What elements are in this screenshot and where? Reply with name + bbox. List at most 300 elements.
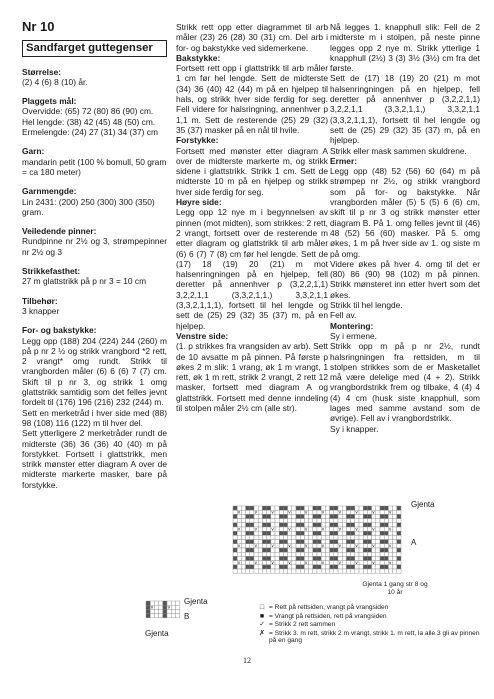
chart-cell bbox=[279, 565, 283, 569]
chart-cell bbox=[250, 506, 254, 510]
chart-cell bbox=[246, 552, 250, 556]
chart-cell bbox=[338, 535, 342, 539]
chart-cell bbox=[283, 527, 287, 531]
column-3 bbox=[330, 22, 480, 434]
chart-cell bbox=[241, 523, 245, 527]
chart-cell bbox=[262, 548, 266, 552]
section-heading: For- og bakstykke: bbox=[22, 325, 97, 336]
chart-cell bbox=[334, 519, 338, 523]
chart-cell bbox=[241, 514, 245, 518]
chart-cell bbox=[330, 556, 334, 560]
chart-cell bbox=[334, 556, 338, 560]
chart-cell bbox=[351, 531, 355, 535]
chart-cell bbox=[376, 527, 380, 531]
chart-cell bbox=[159, 601, 163, 605]
chart-cell bbox=[275, 510, 279, 514]
page-number: 12 bbox=[243, 656, 251, 665]
chart-b-grid bbox=[146, 601, 180, 618]
body-text: Legg opp 12 nye m i begynnelsen av pinnen (mot midten), som strikkes: 2 rett, 2 vrangt, fortsett over de resterende m etter diagram og glattstrikk til arb måler (6) 6 (7) 7 (8) cm før hel lengde. Sett de (17) 18 (19) 20 (21) m mot halsenringningen på en hjelpep, fell deretter på annenhver p (3,2,2,1,1) 3,2,2,1,1 (3,3,2,1,1,) 3,3,2,1,1 (3,3,2,1,1,1), fortsett til hel lengde og sett de (25) 29 (32) 35 (37) m, på en hjelpep. bbox=[176, 207, 328, 331]
chart-cell-symbol: v bbox=[372, 560, 375, 565]
section-heading: Tilbehør: bbox=[22, 295, 58, 306]
chart-cell bbox=[267, 540, 271, 544]
chart-cell bbox=[250, 561, 254, 565]
chart-cell bbox=[171, 609, 175, 613]
knitting-chart-a bbox=[232, 505, 406, 577]
chart-cell bbox=[267, 527, 271, 531]
chart-cell bbox=[237, 514, 241, 518]
chart-cell bbox=[351, 523, 355, 527]
chart-cell bbox=[146, 614, 150, 618]
legend-row bbox=[255, 613, 485, 621]
chart-cell bbox=[334, 527, 338, 531]
chart-cell bbox=[246, 527, 250, 531]
chart-cell bbox=[317, 552, 321, 556]
chart-cell bbox=[241, 540, 245, 544]
chart-cell bbox=[309, 531, 313, 535]
chart-cell-symbol: v bbox=[237, 560, 241, 565]
chart-cell bbox=[246, 544, 250, 548]
chart-cell bbox=[258, 548, 262, 552]
chart-cell bbox=[271, 519, 275, 523]
chart-cell bbox=[380, 556, 384, 560]
chart-cell bbox=[351, 506, 355, 510]
chart-cell bbox=[313, 561, 317, 565]
chart-cell bbox=[351, 552, 355, 556]
legend-symbol: ✓ bbox=[259, 621, 265, 629]
chart-cell bbox=[237, 552, 241, 556]
chart-cell bbox=[330, 519, 334, 523]
chart-cell-symbol: v bbox=[237, 526, 241, 532]
section-text: 3 knapper bbox=[22, 305, 60, 316]
chart-cell bbox=[313, 569, 317, 573]
chart-cell bbox=[233, 561, 237, 565]
chart-cell bbox=[296, 565, 300, 569]
chart-cell bbox=[317, 544, 321, 548]
chart-cell bbox=[351, 565, 355, 569]
chart-cell bbox=[342, 506, 346, 510]
chart-cell-symbol: v bbox=[338, 509, 341, 515]
chart-cell bbox=[283, 519, 287, 523]
chart-cell bbox=[393, 514, 397, 518]
chart-cell bbox=[262, 535, 266, 539]
chart-cell bbox=[262, 527, 266, 531]
body-text: Sy i knapper. bbox=[330, 423, 379, 434]
chart-cell bbox=[346, 548, 350, 552]
column-2 bbox=[176, 22, 328, 413]
chart-cell bbox=[275, 548, 279, 552]
chart-cell bbox=[363, 556, 367, 560]
chart-cell bbox=[250, 527, 254, 531]
chart-cell bbox=[309, 506, 313, 510]
legend-text: = Rett på rettsiden, vrangt på vrangsiden bbox=[269, 604, 389, 611]
chart-cell bbox=[384, 523, 388, 527]
chart-cell-symbol: v bbox=[355, 509, 358, 515]
chart-cell bbox=[342, 556, 346, 560]
chart-cell bbox=[393, 556, 397, 560]
chart-cell bbox=[346, 531, 350, 535]
chart-cell bbox=[146, 601, 150, 605]
legend-text: = Vrangt på rettsiden, rett på vrangsiden bbox=[269, 612, 387, 620]
chart-cell bbox=[330, 527, 334, 531]
chart-cell bbox=[342, 569, 346, 573]
chart-cell bbox=[376, 519, 380, 523]
chart-cell bbox=[393, 535, 397, 539]
chart-cell bbox=[288, 519, 292, 523]
chart-cell bbox=[275, 565, 279, 569]
chart-cell bbox=[313, 519, 317, 523]
chart-cell bbox=[250, 548, 254, 552]
chart-cell bbox=[325, 540, 329, 544]
chart-cell bbox=[359, 552, 363, 556]
section-text: Legg opp (188) 204 (224) 244 (260) m på p nr 2 ½ og strikk vrangbord *2 rett, 2 vrangt* omg rundt. Strikk til vrangborden måler (6) 6 (6) 7 (7) cm. Skift til p nr 3, og strikk 1 omg glattstrikk samtidig som det felles jevnt fordelt til (176) 196 (216) 232 (244) m. bbox=[22, 335, 167, 408]
chart-cell bbox=[372, 531, 376, 535]
chart-cell bbox=[334, 510, 338, 514]
chart-cell bbox=[275, 506, 279, 510]
chart-cell-symbol: v bbox=[305, 543, 308, 549]
chart-cell bbox=[292, 527, 296, 531]
chart-cell bbox=[292, 523, 296, 527]
chart-cell bbox=[393, 544, 397, 548]
chart-cell bbox=[304, 519, 308, 523]
chart-cell bbox=[351, 556, 355, 560]
chart-cell bbox=[267, 535, 271, 539]
chart-cell bbox=[397, 561, 401, 565]
chart-cell bbox=[246, 514, 250, 518]
chart-cell bbox=[241, 556, 245, 560]
chart-cell bbox=[372, 514, 376, 518]
chart-cell bbox=[376, 523, 380, 527]
chart-cell bbox=[384, 514, 388, 518]
chart-cell bbox=[342, 565, 346, 569]
chart-cell-symbol: v bbox=[237, 543, 241, 549]
chart-cell bbox=[338, 565, 342, 569]
chart-cell bbox=[380, 540, 384, 544]
chart-cell bbox=[275, 544, 279, 548]
chart-cell bbox=[380, 552, 384, 556]
chart-cell bbox=[384, 519, 388, 523]
body-text: (1. p strikkes fra vrangsiden av arb). Sett de 10 avsatte m på pinnen. På første p økes 2 m slik: 1 vrang, øk 1 m vrangt, 1 rett, øk 1 m rett, strikk 2 vrangt, 2 rett 12 masker, fortsett med diagram A og glattstrikk. Fortsett med denne inndeling til stolpen måler 2½ cm (alle str). bbox=[176, 341, 328, 413]
chart-cell bbox=[275, 519, 279, 523]
chart-cell bbox=[283, 510, 287, 514]
chart-cell bbox=[325, 565, 329, 569]
chart-cell bbox=[380, 535, 384, 539]
chart-cell bbox=[313, 548, 317, 552]
chart-cell bbox=[355, 552, 359, 556]
chart-cell bbox=[376, 540, 380, 544]
chart-cell bbox=[346, 556, 350, 560]
chart-cell bbox=[313, 523, 317, 527]
chart-cell-symbol: v bbox=[389, 526, 392, 532]
section-text: 27 m glattstrikk på p nr 3 = 10 cm bbox=[22, 276, 147, 287]
chart-cell-symbol: v bbox=[167, 604, 170, 610]
chart-cell bbox=[363, 565, 367, 569]
chart-cell bbox=[393, 519, 397, 523]
chart-cell bbox=[363, 531, 367, 535]
chart-cell bbox=[321, 519, 325, 523]
chart-cell bbox=[309, 514, 313, 518]
chart-cell bbox=[237, 569, 241, 573]
chart-cell bbox=[233, 556, 237, 560]
chart-cell bbox=[367, 510, 371, 514]
chart-cell bbox=[359, 514, 363, 518]
chart-cell bbox=[376, 552, 380, 556]
chart-cell bbox=[384, 548, 388, 552]
chart-cell bbox=[351, 548, 355, 552]
chart-cell bbox=[167, 609, 171, 613]
chart-cell bbox=[304, 514, 308, 518]
chart-cell bbox=[309, 535, 313, 539]
chart-cell bbox=[367, 552, 371, 556]
chart-cell bbox=[267, 569, 271, 573]
chart-cell bbox=[296, 556, 300, 560]
chart-cell bbox=[279, 523, 283, 527]
chart-cell bbox=[267, 519, 271, 523]
section-heading: Høyre side: bbox=[176, 197, 222, 208]
chart-cell bbox=[292, 506, 296, 510]
chart-cell bbox=[380, 527, 384, 531]
chart-cell bbox=[367, 561, 371, 565]
chart-b-label: B bbox=[184, 612, 190, 621]
chart-cell bbox=[283, 514, 287, 518]
chart-cell bbox=[296, 548, 300, 552]
chart-cell bbox=[262, 556, 266, 560]
chart-cell bbox=[325, 561, 329, 565]
chart-cell bbox=[346, 569, 350, 573]
chart-a-label: A bbox=[411, 538, 417, 547]
chart-cell bbox=[267, 523, 271, 527]
chart-cell bbox=[359, 535, 363, 539]
chart-cell bbox=[288, 569, 292, 573]
chart-cell bbox=[313, 544, 317, 548]
chart-cell bbox=[288, 535, 292, 539]
chart-cell bbox=[163, 614, 167, 618]
chart-cell-symbol: v bbox=[237, 509, 241, 515]
section-measurements bbox=[22, 96, 167, 137]
body-text: Sett de (17) 18 (19) 20 (21) m mot halsenringningen på en hjelpep, fell deretter på annenhver p (3,2,2,1,1) 3,2,2,1,1 (3,3,2,1,1,) 3,3,2,1,1 (3,3,2,1,1,1), fortsett til hel lengde og sett de (25) 29 (32) 35 (37) m, på en hjelpep. bbox=[330, 73, 480, 146]
chart-cell bbox=[313, 556, 317, 560]
chart-cell bbox=[237, 548, 241, 552]
chart-cell-symbol: v bbox=[372, 526, 375, 532]
chart-cell bbox=[393, 569, 397, 573]
chart-cell bbox=[241, 544, 245, 548]
chart-cell bbox=[233, 527, 237, 531]
chart-cell bbox=[397, 531, 401, 535]
chart-cell bbox=[388, 552, 392, 556]
section-heading: Størrelse: bbox=[22, 66, 62, 77]
chart-cell bbox=[283, 540, 287, 544]
chart-cell bbox=[246, 523, 250, 527]
chart-cell bbox=[359, 519, 363, 523]
chart-cell bbox=[397, 535, 401, 539]
chart-cell bbox=[359, 565, 363, 569]
chart-cell bbox=[325, 569, 329, 573]
chart-cell bbox=[380, 561, 384, 565]
chart-cell bbox=[279, 548, 283, 552]
chart-cell bbox=[296, 552, 300, 556]
chart-cell bbox=[267, 531, 271, 535]
chart-cell bbox=[330, 514, 334, 518]
chart-cell bbox=[346, 514, 350, 518]
chart-cell-symbol: v bbox=[389, 509, 392, 515]
chart-cell bbox=[262, 531, 266, 535]
chart-cell bbox=[384, 544, 388, 548]
chart-cell bbox=[317, 569, 321, 573]
chart-cell bbox=[384, 540, 388, 544]
chart-cell bbox=[262, 506, 266, 510]
chart-cell-symbol: v bbox=[372, 509, 375, 515]
chart-cell bbox=[317, 565, 321, 569]
chart-cell bbox=[292, 531, 296, 535]
chart-cell bbox=[279, 519, 283, 523]
chart-cell bbox=[342, 527, 346, 531]
chart-cell bbox=[376, 535, 380, 539]
chart-cell bbox=[321, 514, 325, 518]
chart-cell bbox=[317, 523, 321, 527]
chart-cell bbox=[393, 552, 397, 556]
chart-cell bbox=[267, 552, 271, 556]
section-text: Sett ytterligere 2 merketråder rundt de midterste (36) 36 (36) 40 (40) m på forstykket. Fortsett i glattstrikk, men strikk mønster etter diagram A over de midterste markerte masker, bare på forstykke. bbox=[22, 428, 167, 490]
legend-row bbox=[255, 604, 485, 612]
chart-legend bbox=[255, 604, 485, 646]
chart-cell bbox=[258, 535, 262, 539]
chart-cell bbox=[154, 609, 158, 613]
chart-cell bbox=[309, 561, 313, 565]
chart-cell bbox=[376, 569, 380, 573]
chart-cell bbox=[363, 510, 367, 514]
chart-cell bbox=[321, 535, 325, 539]
chart-cell bbox=[317, 531, 321, 535]
chart-cell bbox=[317, 540, 321, 544]
chart-cell bbox=[367, 519, 371, 523]
chart-cell bbox=[359, 531, 363, 535]
chart-cell bbox=[296, 519, 300, 523]
chart-cell bbox=[258, 523, 262, 527]
chart-cell bbox=[258, 510, 262, 514]
chart-cell bbox=[338, 519, 342, 523]
chart-cell bbox=[363, 514, 367, 518]
chart-cell bbox=[304, 535, 308, 539]
chart-cell bbox=[342, 514, 346, 518]
chart-cell bbox=[372, 535, 376, 539]
section-heading: Garnmengde: bbox=[22, 186, 77, 197]
chart-cell-symbol: v bbox=[321, 543, 325, 549]
chart-cell bbox=[154, 614, 158, 618]
chart-cell bbox=[246, 510, 250, 514]
chart-cell bbox=[313, 531, 317, 535]
chart-cell bbox=[241, 569, 245, 573]
chart-cell bbox=[388, 565, 392, 569]
chart-cell bbox=[359, 527, 363, 531]
chart-cell bbox=[275, 540, 279, 544]
chart-cell bbox=[309, 556, 313, 560]
chart-cell bbox=[288, 531, 292, 535]
chart-cell bbox=[330, 565, 334, 569]
section-line: Ermelengde: (24) 27 (31) 34 (37) cm bbox=[22, 127, 158, 138]
chart-cell bbox=[233, 552, 237, 556]
body-text: Videre økes på hver 4. omg til det er (80) 86 (90) 98 (102) m på pinnen. Strikk mønsteret inn etter hvert som det økes. bbox=[330, 258, 480, 300]
chart-cell-symbol: v bbox=[338, 526, 341, 532]
chart-cell bbox=[271, 514, 275, 518]
chart-cell bbox=[292, 556, 296, 560]
chart-cell bbox=[359, 561, 363, 565]
chart-cell bbox=[233, 519, 237, 523]
chart-cell bbox=[258, 569, 262, 573]
chart-cell bbox=[317, 510, 321, 514]
chart-cell bbox=[372, 519, 376, 523]
chart-cell bbox=[233, 540, 237, 544]
chart-cell bbox=[359, 523, 363, 527]
chart-cell-symbol: v bbox=[321, 560, 325, 565]
chart-cell bbox=[233, 510, 237, 514]
chart-cell bbox=[237, 565, 241, 569]
chart-cell bbox=[300, 506, 304, 510]
chart-cell bbox=[250, 523, 254, 527]
chart-cell bbox=[246, 556, 250, 560]
chart-cell bbox=[292, 552, 296, 556]
chart-cell-symbol: v bbox=[372, 543, 375, 549]
chart-cell bbox=[300, 510, 304, 514]
chart-cell bbox=[300, 561, 304, 565]
pattern-title: Sandfarget guttegenser bbox=[22, 40, 167, 56]
chart-cell bbox=[384, 561, 388, 565]
chart-cell bbox=[309, 548, 313, 552]
chart-cell bbox=[355, 514, 359, 518]
chart-cell bbox=[241, 548, 245, 552]
chart-cell bbox=[346, 561, 350, 565]
chart-cell bbox=[309, 544, 313, 548]
chart-cell bbox=[296, 561, 300, 565]
chart-cell bbox=[325, 527, 329, 531]
chart-cell bbox=[304, 531, 308, 535]
chart-cell bbox=[154, 605, 158, 609]
chart-cell bbox=[175, 605, 179, 609]
chart-cell bbox=[384, 510, 388, 514]
chart-cell-symbol: v bbox=[254, 526, 257, 532]
chart-cell bbox=[397, 514, 401, 518]
section-heading: Forstykke: bbox=[176, 135, 219, 146]
chart-cell bbox=[393, 510, 397, 514]
chart-cell bbox=[351, 527, 355, 531]
chart-cell bbox=[393, 548, 397, 552]
chart-cell bbox=[367, 548, 371, 552]
chart-cell bbox=[283, 556, 287, 560]
chart-cell bbox=[175, 601, 179, 605]
chart-cell bbox=[246, 540, 250, 544]
chart-cell bbox=[355, 548, 359, 552]
chart-cell bbox=[393, 531, 397, 535]
chart-cell bbox=[388, 569, 392, 573]
chart-cell bbox=[372, 565, 376, 569]
chart-cell-symbol: v bbox=[338, 560, 341, 565]
chart-cell bbox=[283, 548, 287, 552]
chart-cell bbox=[237, 531, 241, 535]
chart-cell bbox=[267, 510, 271, 514]
chart-cell bbox=[313, 535, 317, 539]
chart-cell bbox=[384, 527, 388, 531]
chart-cell bbox=[321, 548, 325, 552]
chart-cell bbox=[393, 523, 397, 527]
chart-cell bbox=[313, 540, 317, 544]
chart-cell bbox=[376, 556, 380, 560]
chart-cell bbox=[283, 552, 287, 556]
chart-cell bbox=[250, 519, 254, 523]
chart-cell bbox=[363, 552, 367, 556]
chart-b-repeat-label-top: Gjenta bbox=[184, 597, 208, 606]
chart-cell bbox=[393, 561, 397, 565]
chart-cell bbox=[267, 506, 271, 510]
chart-cell bbox=[159, 609, 163, 613]
chart-cell bbox=[380, 523, 384, 527]
